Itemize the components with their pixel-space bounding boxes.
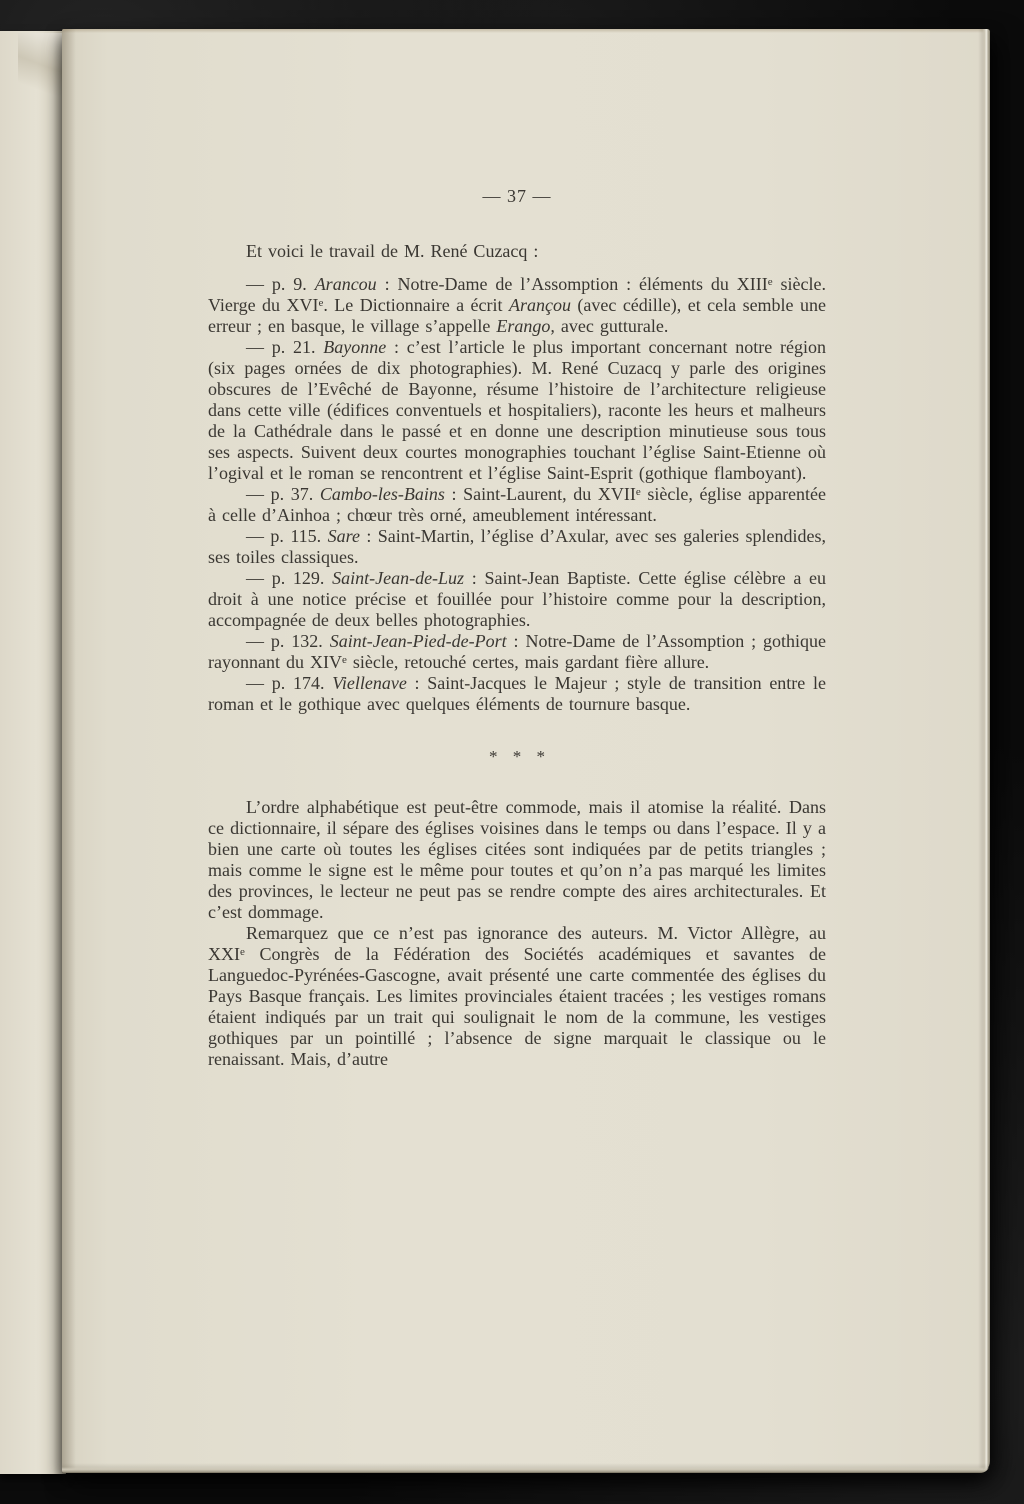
- page-stack-right-edge: [978, 29, 990, 1473]
- review-entry-cambo-les-bains: — p. 37. Cambo-les-Bains : Saint-Laurent, du XVIIe siècle, église apparentée à celle d’Ainhoa ; chœur très orné, ameublement intéressant.: [208, 484, 826, 525]
- page-corner-crease: [18, 33, 64, 105]
- previous-page-edge: [0, 31, 66, 1474]
- intro-paragraph: Et voici le travail de M. René Cuzacq :: [246, 241, 539, 261]
- review-entry-sare: — p. 115. Sare : Saint-Martin, l’église d’Axular, avec ses galeries splendides, ses toiles classiques.: [208, 526, 826, 567]
- binding-fold-shadow: [62, 29, 76, 1473]
- review-entry-saint-jean-pied-de-port: — p. 132. Saint-Jean-Pied-de-Port : Notre-Dame de l’Assomption ; gothique rayonnant du XIVe siècle, retouché certes, mais gardant fière allure.: [208, 631, 826, 672]
- review-entry-viellenave: — p. 174. Viellenave : Saint-Jacques le Majeur ; style de transition entre le roman et le gothique avec quelques éléments de tournure basque.: [208, 673, 827, 714]
- closing-paragraph-victor-allegre: Remarquez que ce n’est pas ignorance des auteurs. M. Victor Allègre, au XXIe Congrès de la Fédération des Sociétés académiques et savantes de Languedoc-Pyrénées-Gascogne, avait présenté une carte commentée des églises du Pays Basque français. Les limites provinciales étaient tracées ; les vestiges romans étaient indiqués par un trait qui soulignait le nom de la commune, les vestiges gothiques par un pointillé ; l’absence de signe marquait le classique ou le renaissant. Mais, d’autre: [208, 923, 826, 1069]
- review-entry-bayonne: — p. 21. Bayonne : c’est l’article le plus important concernant notre région (six pages ornées de dix photographies). M. René Cuzacq y parle des origines obscures de l’Evêché de Bayonne, résume l’histoire de l’architecture religieuse dans cette ville (édifices conventuels et hospitaliers), raconte les heurs et malheurs de la Cathédrale dans le passé et en donne une description minutieuse sous tous ses aspects. Suivent deux courtes monographies touchant l’église Saint-Etienne où l’ogival et le roman se rencontrent et l’église Saint-Esprit (gothique flamboyant).: [208, 337, 827, 483]
- page-stack-bottom-edge: [62, 1463, 990, 1473]
- book-page: [62, 29, 990, 1473]
- text-block: [208, 186, 826, 1070]
- page-top-edge: [62, 29, 990, 33]
- page-number: — 37 —: [482, 186, 552, 206]
- closing-paragraph-alphabetical-order: L’ordre alphabétique est peut-être commode, mais il atomise la réalité. Dans ce dictionnaire, il sépare des églises voisines dans le temps ou dans l’espace. Il y a bien une carte où toutes les églises citées sont indiquées par de petits triangles ; mais comme le signe est le même pour toutes et qu’on n’a pas marqué les limites des provinces, le lecteur ne peut pas se rendre compte des aires architecturales. Et c’est dommage.: [208, 797, 826, 922]
- review-entry-saint-jean-de-luz: — p. 129. Saint-Jean-de-Luz : Saint-Jean Baptiste. Cette église célèbre a eu droit à une notice précise et fouillée pour l’histoire comme pour la description, accompagnée de deux belles photographies.: [208, 568, 827, 630]
- review-entry-arancou: — p. 9. Arancou : Notre-Dame de l’Assomption : éléments du XIIIe siècle. Vierge du XVIe. Le Dictionnaire a écrit Arançou (avec cédille), et cela semble une erreur ; en basque, le village s’appelle Erango, avec gutturale.: [208, 274, 826, 336]
- section-separator-asterisks: * * *: [489, 747, 545, 766]
